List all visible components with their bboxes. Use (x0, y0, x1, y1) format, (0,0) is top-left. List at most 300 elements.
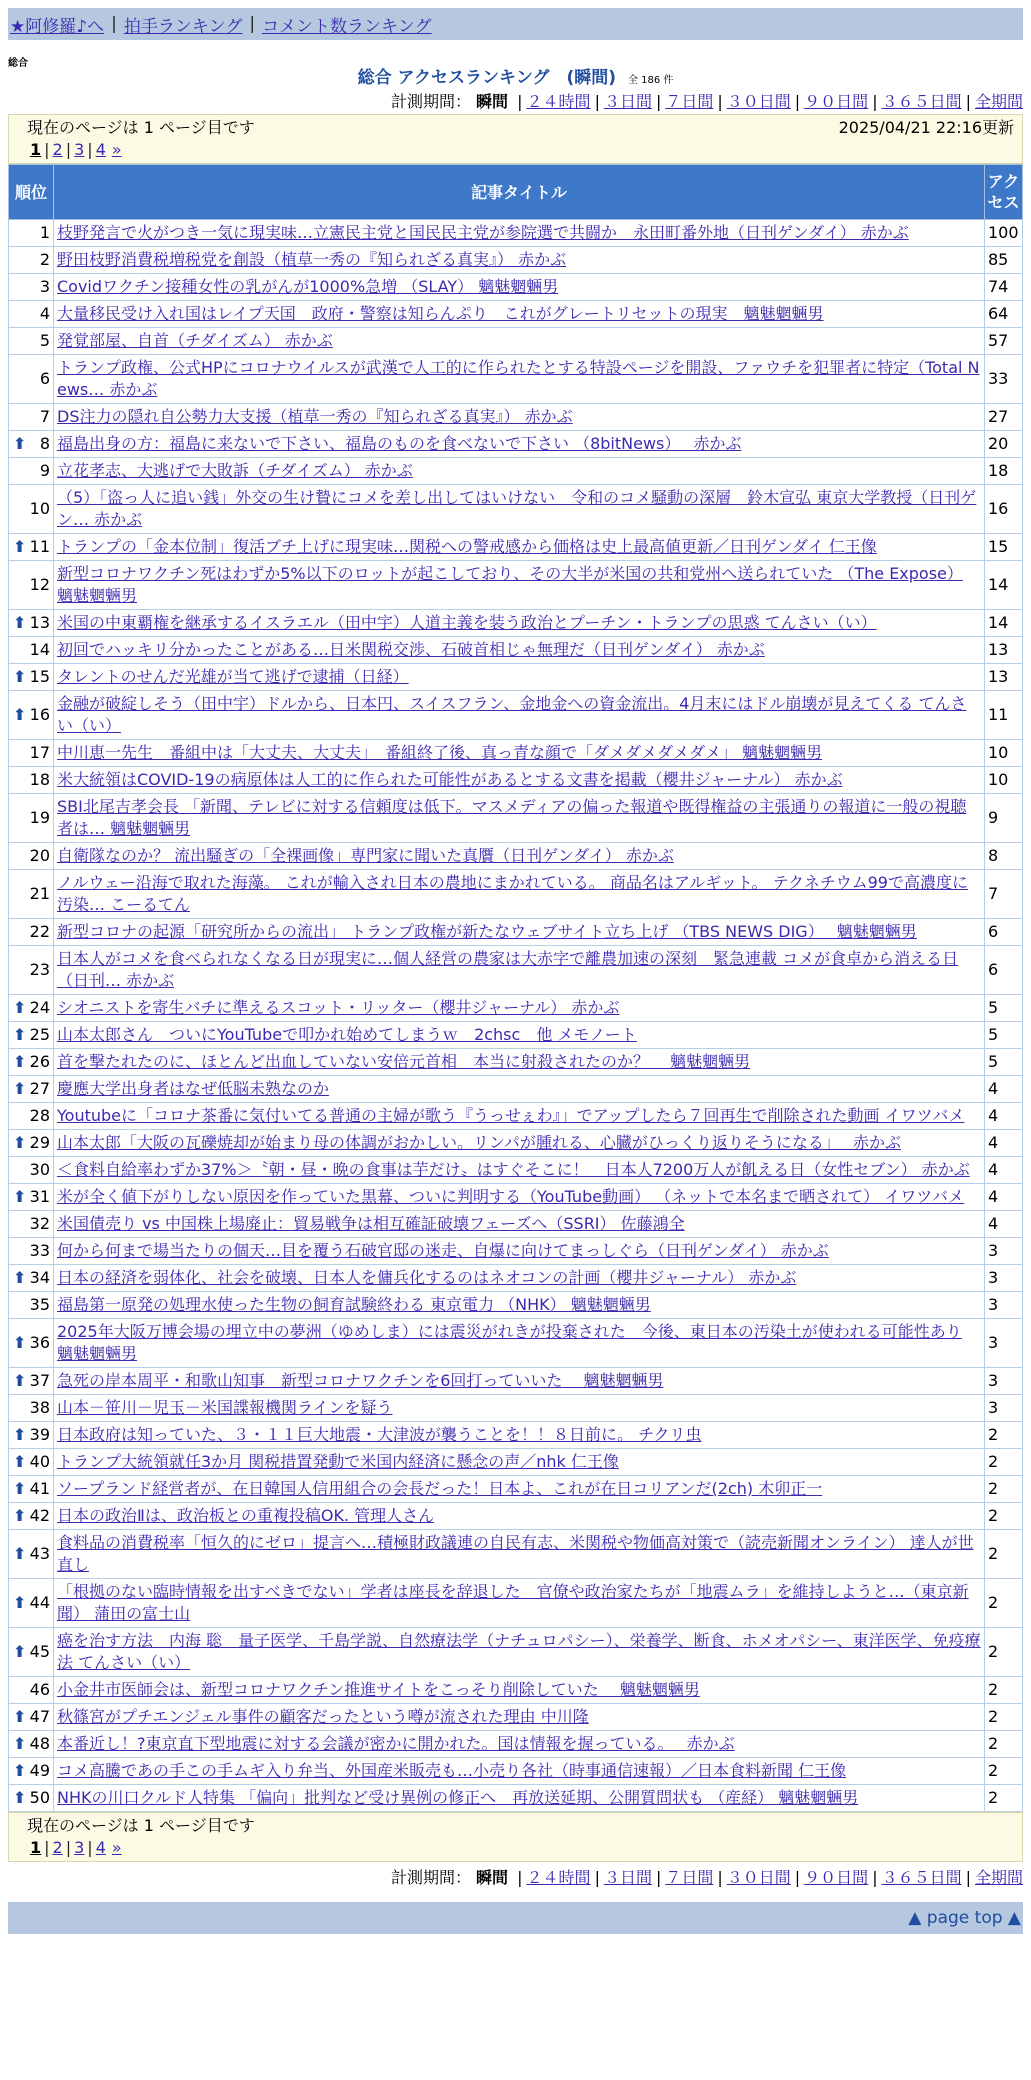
rank-number: 5 (39, 331, 50, 350)
article-link[interactable]: ＜食料自給率わずか37%＞〝朝・昼・晩の食事は芋だけ〟はすぐそこに！ 日本人7200万人が飢える日（女性セブン） 赤かぶ (57, 1160, 970, 1179)
access-count: 7 (985, 870, 1023, 919)
article-link[interactable]: 2025年大阪万博会場の埋立中の夢洲（ゆめしま）には震災がれきが投棄された 今後、東日本の汚染土が使われる可能性あり 魑魅魍魎男 (57, 1322, 962, 1363)
article-link[interactable]: 野田枝野消費税増税党を創設（植草一秀の『知られざる真実』） 赤かぶ (57, 250, 567, 269)
rank-cell (9, 1731, 54, 1758)
access-count: 5 (985, 1049, 1023, 1076)
table-row (9, 1395, 1023, 1422)
rank-up-arrow-icon: ⬆ (13, 705, 27, 724)
rank-cell (9, 355, 54, 404)
table-row (9, 1530, 1023, 1579)
rank-up-arrow-icon: ⬆ (13, 1371, 27, 1390)
rank-number: 25 (29, 1025, 50, 1044)
ranking-body (9, 220, 1023, 1812)
page-link[interactable]: 2 (52, 140, 63, 159)
rank-number: 48 (29, 1734, 50, 1753)
article-link[interactable]: 自衛隊なのか？ 流出騒ぎの「全裸画像」専門家に聞いた真贋（日刊ゲンダイ） 赤かぶ (57, 846, 674, 865)
article-link[interactable]: 枝野発言で火がつき一気に現実味…立憲民主党と国民民主党が参院選で共闘か 永田町番外地（日刊ゲンダイ） 赤かぶ (57, 223, 909, 242)
article-link[interactable]: トランプ大統領就任3か月 関税措置発動で米国内経済に懸念の声／nhk 仁王像 (57, 1452, 619, 1471)
rank-up-arrow-icon: ⬆ (13, 434, 27, 453)
article-link[interactable]: 中川恵一先生 番組中は「大丈夫、大丈夫」 番組終了後、真っ青な顔で「ダメダメダメダメ」 魑魅魍魎男 (57, 743, 823, 762)
page-link[interactable]: 4 (95, 1838, 106, 1857)
rank-cell (9, 1368, 54, 1395)
access-count: 57 (985, 328, 1023, 355)
title-cell (54, 247, 985, 274)
article-link[interactable]: DS注力の隠れ自公勢力大支援（植草一秀の『知られざる真実』） 赤かぶ (57, 407, 573, 426)
table-row (9, 1238, 1023, 1265)
title-cell (54, 1265, 985, 1292)
article-link[interactable]: 福島第一原発の処理水使った生物の飼育試験終わる 東京電力 （NHK） 魑魅魍魎男 (57, 1295, 651, 1314)
article-link[interactable]: 食料品の消費税率「恒久的にゼロ」提言へ…積極財政議連の自民有志、米関税や物価高対策で（読売新聞オンライン） 達人が世直し (57, 1533, 974, 1574)
title-cell (54, 1628, 985, 1677)
rank-cell (9, 794, 54, 843)
access-count: 2 (985, 1731, 1023, 1758)
access-count: 3 (985, 1395, 1023, 1422)
article-link[interactable]: 日本人がコメを食べられなくなる日が現実に…個人経営の農家は大赤字で離農加速の深刻 緊急連載 コメが食卓から消える日（日刊… 赤かぶ (57, 949, 959, 990)
table-row (9, 1184, 1023, 1211)
rank-number: 39 (29, 1425, 50, 1444)
period-option-link[interactable]: ３０日間 (726, 1868, 791, 1887)
article-link[interactable]: （5）「盗っ人に追い銭」外交の生け贄にコメを差し出してはいけない 令和のコメ騒動の深層 鈴木宣弘 東京大学教授（日刊ゲン… 赤かぶ (57, 488, 977, 529)
table-row (9, 1265, 1023, 1292)
period-separator: | (655, 1868, 662, 1887)
rank-number: 29 (29, 1133, 50, 1152)
article-link[interactable]: ソープランド経営者が、在日韓国人信用組合の会長だった！日本よ、これが在日コリアンだ(2ch) 木卯正一 (57, 1479, 823, 1498)
next-page-link[interactable]: » (111, 140, 122, 159)
rank-number: 11 (29, 537, 50, 556)
article-link[interactable]: 山本太郎さん ついにYouTubeで叩かれ始めてしまうｗ 2chsc 他 メモノート (57, 1025, 637, 1044)
title-cell (54, 946, 985, 995)
rank-number: 3 (39, 277, 50, 296)
title-cell (54, 1076, 985, 1103)
access-count: 3 (985, 1368, 1023, 1395)
rank-number: 15 (29, 667, 50, 686)
title-cell (54, 274, 985, 301)
title-cell (54, 1292, 985, 1319)
period-option-link[interactable]: ３６５日間 (881, 1868, 962, 1887)
rank-number: 19 (29, 808, 50, 827)
rank-up-arrow-icon: ⬆ (13, 1425, 27, 1444)
table-row (9, 274, 1023, 301)
rank-cell (9, 1184, 54, 1211)
article-link[interactable]: 「根拠のない臨時情報を出すべきでない」学者は座長を辞退した 官僚や政治家たちが「地震ムラ」を維持しようと…（東京新聞） 蒲田の富士山 (57, 1582, 969, 1623)
table-header-row (9, 165, 1023, 220)
period-option-link[interactable]: 全期間 (974, 92, 1023, 111)
article-link[interactable]: 癌を治す方法 内海 聡 量子医学、千島学説、自然療法学（ナチュロパシー）、栄養学、断食、ホメオパシー、東洋医学、免疫療法 てんさい（い） (57, 1631, 981, 1672)
rank-up-arrow-icon: ⬆ (13, 1479, 27, 1498)
article-link[interactable]: 日本の政治Ⅱは、政治板との重複投稿OK. 管理人さん (57, 1506, 435, 1525)
rank-cell (9, 1049, 54, 1076)
article-link[interactable]: 金融が破綻しそう（田中宇）ドルから、日本円、スイスフラン、金地金への資金流出。4月末にはドル崩壊が見えてくる てんさい（い） (57, 694, 967, 735)
access-count: 85 (985, 247, 1023, 274)
home-link[interactable]: ★阿修羅♪へ (10, 16, 105, 37)
period-option-link[interactable]: ９０日間 (804, 1868, 869, 1887)
title-cell (54, 843, 985, 870)
access-count: 3 (985, 1238, 1023, 1265)
table-row (9, 534, 1023, 561)
page-separator: | (65, 1838, 72, 1857)
rank-up-arrow-icon: ⬆ (13, 1079, 27, 1098)
period-separator: | (717, 92, 723, 111)
page-links (27, 139, 1014, 161)
rank-cell (9, 274, 54, 301)
page-separator: | (87, 140, 93, 159)
rank-up-arrow-icon: ⬆ (13, 1734, 27, 1753)
period-separator: | (594, 92, 600, 111)
rank-cell (9, 404, 54, 431)
rank-cell (9, 1579, 54, 1628)
rank-up-arrow-icon: ⬆ (13, 1452, 27, 1471)
period-separator: | (517, 92, 523, 111)
period-option-link[interactable]: 全期間 (974, 1868, 1023, 1887)
title-cell (54, 328, 985, 355)
current-page-number: 1 (30, 1838, 42, 1857)
table-row (9, 740, 1023, 767)
title-cell (54, 794, 985, 843)
rank-cell (9, 247, 54, 274)
rank-number: 41 (29, 1479, 50, 1498)
rank-number: 33 (29, 1241, 50, 1260)
rank-number: 20 (29, 846, 50, 865)
article-link[interactable]: 米国債売り vs 中国株上場廃止：貿易戦争は相互確証破壊フェーズへ（SSRI） 佐藤鴻全 (57, 1214, 685, 1233)
rank-number: 7 (39, 407, 50, 426)
rank-number: 50 (29, 1788, 50, 1807)
title-cell (54, 1422, 985, 1449)
period-separator: | (794, 1868, 801, 1887)
period-label: 計測期間： (390, 92, 471, 111)
article-link[interactable]: 福島出身の方：福島に来ないで下さい、福島のものを食べないで下さい （8bitNews） 赤かぶ (57, 434, 742, 453)
table-row (9, 1211, 1023, 1238)
rank-up-arrow-icon: ⬆ (13, 1506, 27, 1525)
ranking-table (8, 164, 1023, 1812)
title-cell (54, 1022, 985, 1049)
table-row (9, 1022, 1023, 1049)
table-row (9, 1319, 1023, 1368)
title-cell (54, 1368, 985, 1395)
article-link[interactable]: 山本－笹川－児玉－米国諜報機関ラインを疑う (57, 1398, 393, 1417)
article-link[interactable]: シオニストを寄生バチに準えるスコット・リッター（櫻井ジャーナル） 赤かぶ (57, 998, 620, 1017)
title-cell (54, 1130, 985, 1157)
period-option-link[interactable]: ７日間 (665, 1868, 714, 1887)
rank-number: 35 (29, 1295, 50, 1314)
rank-cell (9, 1103, 54, 1130)
article-link[interactable]: 発覚部屋、自首（チダイズム） 赤かぶ (57, 331, 333, 350)
period-option-link[interactable]: ３日間 (603, 92, 652, 111)
rank-cell (9, 946, 54, 995)
rank-number: 1 (39, 223, 50, 242)
rank-number: 49 (29, 1761, 50, 1780)
title-cell (54, 1211, 985, 1238)
period-separator: | (965, 1868, 971, 1887)
rank-up-arrow-icon: ⬆ (13, 613, 27, 632)
table-row (9, 220, 1023, 247)
access-count: 64 (985, 301, 1023, 328)
applause-ranking-link[interactable]: 拍手ランキング (123, 16, 243, 37)
period-option-link[interactable]: ３６５日間 (881, 92, 962, 111)
table-row (9, 870, 1023, 919)
rank-cell (9, 1238, 54, 1265)
article-link[interactable]: 小金井市医師会は、新型コロナワクチン推進サイトをこっそり削除していた 魑魅魍魎男 (57, 1680, 700, 1699)
access-count: 33 (985, 355, 1023, 404)
access-count: 5 (985, 1022, 1023, 1049)
rank-cell (9, 664, 54, 691)
article-link[interactable]: 日本の経済を弱体化、社会を破壊、日本人を傭兵化するのはネオコンの計画（櫻井ジャーナル） 赤かぶ (57, 1268, 797, 1287)
period-separator: | (794, 92, 801, 111)
rank-cell (9, 1785, 54, 1812)
rank-cell (9, 691, 54, 740)
title-cell (54, 637, 985, 664)
page-top-link[interactable]: ▲ page top ▲ (908, 1908, 1021, 1928)
next-page-link[interactable]: » (111, 1838, 122, 1857)
rank-number: 42 (29, 1506, 50, 1525)
article-link[interactable]: Covidワクチン接種女性の乳がんが1000%急増 （SLAY） 魑魅魍魎男 (57, 277, 559, 296)
title-cell (54, 691, 985, 740)
table-row (9, 1785, 1023, 1812)
top-nav-bar (8, 8, 1023, 40)
period-separator: | (872, 92, 878, 111)
table-row (9, 1476, 1023, 1503)
table-row (9, 1049, 1023, 1076)
current-page-text: 現在のページは 1 ページ目です (27, 1816, 255, 1835)
access-count: 5 (985, 995, 1023, 1022)
period-option-link[interactable]: ３０日間 (726, 92, 791, 111)
rank-up-arrow-icon: ⬆ (13, 537, 27, 556)
article-link[interactable]: Youtubeに「コロナ茶番に気付いてる普通の主婦が歌う『うっせぇわ』」でアップしたら７回再生で削除された動画 イワツバメ (57, 1106, 965, 1125)
rank-cell (9, 328, 54, 355)
rank-cell (9, 220, 54, 247)
title-cell (54, 301, 985, 328)
table-row (9, 1130, 1023, 1157)
title-cell (54, 1184, 985, 1211)
access-count: 2 (985, 1704, 1023, 1731)
title-cell (54, 1103, 985, 1130)
access-count: 2 (985, 1758, 1023, 1785)
access-count: 3 (985, 1265, 1023, 1292)
rank-cell (9, 1022, 54, 1049)
article-link[interactable]: ノルウェー沿海で取れた海藻。 これが輸入され日本の農地にまかれている。 商品名はアルギット。 テクネチウム99で高濃度に汚染… こーるてん (57, 873, 968, 914)
title-cell (54, 1704, 985, 1731)
table-row (9, 1157, 1023, 1184)
access-count: 13 (985, 664, 1023, 691)
rank-number: 36 (29, 1333, 50, 1352)
table-row (9, 946, 1023, 995)
article-link[interactable]: 首を撃たれたのに、ほとんど出血していない安倍元首相 本当に射殺されたのか？ 魑魅魍魎男 (57, 1052, 751, 1071)
table-row (9, 1731, 1023, 1758)
rank-cell (9, 561, 54, 610)
table-row (9, 1503, 1023, 1530)
rank-cell (9, 1157, 54, 1184)
access-count: 2 (985, 1530, 1023, 1579)
article-link[interactable]: トランプ政権、公式HPにコロナウイルスが武漢で人工的に作られたとする特設ページを開設、ファウチを犯罪者に特定（Total News… 赤かぶ (57, 358, 980, 399)
rank-number: 44 (29, 1593, 50, 1612)
period-option-link[interactable]: ３日間 (603, 1868, 652, 1887)
rank-up-arrow-icon: ⬆ (13, 1707, 27, 1726)
rank-number: 45 (29, 1642, 50, 1661)
article-link[interactable]: 日本政府は知っていた、３・１１巨大地震・大津波が襲うことを！！８日前に。 チクリ虫 (57, 1425, 702, 1444)
title-cell (54, 1579, 985, 1628)
page-separator: | (65, 140, 72, 159)
comment-ranking-link[interactable]: コメント数ランキング (262, 16, 432, 37)
table-row (9, 404, 1023, 431)
nav-separator: | (111, 14, 117, 34)
rank-cell (9, 637, 54, 664)
access-header: アクセス (985, 165, 1023, 220)
period-option-link[interactable]: ２４時間 (526, 92, 591, 111)
article-link[interactable]: 米が全く値下がりしない原因を作っていた黒幕、ついに判明する（YouTube動画） （ネットで本名まで晒されて） イワツバメ (57, 1187, 964, 1206)
title-cell (54, 431, 985, 458)
access-count: 2 (985, 1677, 1023, 1704)
article-link[interactable]: トランプの「金本位制」復活ブチ上げに現実味…関税への警戒感から価格は史上最高値更新／日刊ゲンダイ 仁王像 (57, 537, 877, 556)
title-cell (54, 1157, 985, 1184)
title-cell (54, 1677, 985, 1704)
table-row (9, 1103, 1023, 1130)
rank-cell (9, 995, 54, 1022)
table-row (9, 1076, 1023, 1103)
rank-cell (9, 431, 54, 458)
article-link[interactable]: 米国の中東覇権を継承するイスラエル（田中宇）人道主義を装う政治とプーチン・トランプの思惑 てんさい（い） (57, 613, 877, 632)
updated-timestamp: 2025/04/21 22:16更新 (838, 118, 1014, 137)
rank-number: 18 (29, 770, 50, 789)
access-count: 2 (985, 1628, 1023, 1677)
table-row (9, 637, 1023, 664)
access-count: 20 (985, 431, 1023, 458)
rank-cell (9, 1211, 54, 1238)
article-link[interactable]: タレントのせんだ光雄が当て逃げで逮捕（日経） (57, 667, 409, 686)
rank-number: 12 (29, 575, 50, 594)
period-options (513, 1868, 1023, 1887)
page-link[interactable]: 2 (52, 1838, 63, 1857)
period-option-link[interactable]: ７日間 (665, 92, 714, 111)
rank-number: 4 (39, 304, 50, 323)
period-label: 計測期間： (390, 1868, 471, 1887)
page-link[interactable]: 3 (74, 1838, 85, 1857)
period-separator: | (965, 92, 971, 111)
title-cell (54, 664, 985, 691)
table-row (9, 610, 1023, 637)
current-page-number: 1 (30, 140, 42, 159)
table-row (9, 1704, 1023, 1731)
access-count: 6 (985, 919, 1023, 946)
title-cell (54, 610, 985, 637)
access-count: 27 (985, 404, 1023, 431)
access-count: 2 (985, 1503, 1023, 1530)
access-count: 3 (985, 1292, 1023, 1319)
access-count: 14 (985, 561, 1023, 610)
article-link[interactable]: 米大統領はCOVID-19の病原体は人工的に作られた可能性があるとする文書を掲載（櫻井ジャーナル） 赤かぶ (57, 770, 843, 789)
title-cell (54, 561, 985, 610)
table-row (9, 919, 1023, 946)
access-count: 14 (985, 610, 1023, 637)
article-link[interactable]: SBI北尾吉孝会長 「新聞、テレビに対する信頼度は低下。マスメディアの偏った報道や既得権益の主張通りの報道に一般の視聴者は… 魑魅魍魎男 (57, 797, 967, 838)
table-row (9, 767, 1023, 794)
access-count: 16 (985, 485, 1023, 534)
title-cell (54, 485, 985, 534)
table-row (9, 301, 1023, 328)
rank-cell (9, 740, 54, 767)
rank-number: 14 (29, 640, 50, 659)
page-separator: | (87, 1838, 93, 1857)
rank-cell (9, 1704, 54, 1731)
title-cell (54, 355, 985, 404)
article-link[interactable]: 秋篠宮がプチエンジェル事件の顧客だったという噂が流された理由 中川隆 (57, 1707, 589, 1726)
article-link[interactable]: 初回でハッキリ分かったことがある…日米関税交渉、石破首相じゃ無理だ（日刊ゲンダイ） 赤かぶ (57, 640, 765, 659)
rank-number: 16 (29, 705, 50, 724)
page-link[interactable]: 4 (95, 140, 106, 159)
access-count: 11 (985, 691, 1023, 740)
category-label: 総合 (8, 58, 28, 69)
rank-number: 31 (29, 1187, 50, 1206)
title-cell (54, 1530, 985, 1579)
article-link[interactable]: 急死の岸本周平・和歌山知事 新型コロナワクチンを6回打っていいた 魑魅魍魎男 (57, 1371, 664, 1390)
table-row (9, 1628, 1023, 1677)
rank-number: 8 (39, 434, 50, 453)
period-option-link[interactable]: ９０日間 (804, 92, 869, 111)
title-cell (54, 404, 985, 431)
article-link[interactable]: 本番近し！?東京直下型地震に対する会議が密かに開かれた。国は情報を握っている。 赤かぶ (57, 1734, 735, 1753)
access-count: 2 (985, 1476, 1023, 1503)
table-row (9, 1292, 1023, 1319)
table-row (9, 431, 1023, 458)
period-options (513, 92, 1023, 111)
article-link[interactable]: 何から何まで場当たりの個天…目を覆う石破官邸の迷走、自爆に向けてまっしぐら（日刊ゲンダイ） 赤かぶ (57, 1241, 829, 1260)
access-count: 9 (985, 794, 1023, 843)
page-link[interactable]: 3 (74, 140, 85, 159)
access-count: 4 (985, 1184, 1023, 1211)
rank-number: 10 (29, 499, 50, 518)
access-count: 2 (985, 1785, 1023, 1812)
rank-number: 38 (29, 1398, 50, 1417)
rank-cell (9, 1076, 54, 1103)
article-link[interactable]: 立花孝志、大逃げで大敗訴（チダイズム） 赤かぶ (57, 461, 413, 480)
article-link[interactable]: 慶應大学出身者はなぜ低脳未熟なのか (57, 1079, 330, 1098)
table-row (9, 1449, 1023, 1476)
rank-number: 28 (29, 1106, 50, 1125)
table-row (9, 1368, 1023, 1395)
article-link[interactable]: NHKの川口クルド人特集 「偏向」批判など受け異例の修正へ 再放送延期、公開質問状も （産経） 魑魅魍魎男 (57, 1788, 859, 1807)
rank-cell (9, 1449, 54, 1476)
total-count: 全 186 件 (627, 75, 674, 86)
period-separator: | (594, 1868, 600, 1887)
period-option-link[interactable]: ２４時間 (526, 1868, 591, 1887)
article-link[interactable]: 新型コロナの起源「研究所からの流出」 トランプ政権が新たなウェブサイト立ち上げ （TBS NEWS DIG） 魑魅魍魎男 (57, 922, 917, 941)
rank-number: 40 (29, 1452, 50, 1471)
rank-cell (9, 1530, 54, 1579)
rank-number: 27 (29, 1079, 50, 1098)
title-cell (54, 1449, 985, 1476)
access-count: 4 (985, 1157, 1023, 1184)
article-link[interactable]: 大量移民受け入れ国はレイプ天国 政府・警察は知らんぷり これがグレートリセットの現実 魑魅魍魎男 (57, 304, 824, 323)
access-count: 8 (985, 843, 1023, 870)
rank-cell (9, 458, 54, 485)
rank-cell (9, 1395, 54, 1422)
rank-number: 6 (39, 369, 50, 388)
rank-cell (9, 1476, 54, 1503)
table-row (9, 1677, 1023, 1704)
rank-cell (9, 301, 54, 328)
rank-cell (9, 1677, 54, 1704)
period-current: 瞬間 (476, 1868, 509, 1887)
title-cell (54, 1731, 985, 1758)
access-count: 10 (985, 740, 1023, 767)
article-link[interactable]: 山本太郎「大阪の瓦礫焼却が始まり母の体調がおかしい。リンパが腫れる、心臓がひっくり返りそうになる」 赤かぶ (57, 1133, 901, 1152)
article-link[interactable]: 新型コロナワクチン死はわずか5%以下のロットが起こしており、その大半が米国の共和党州へ送られていた （The Expose） 魑魅魍魎男 (57, 564, 963, 605)
access-count: 6 (985, 946, 1023, 995)
article-link[interactable]: コメ高騰であの手この手ムギ入り弁当、外国産米販売も…小売り各社（時事通信速報）／日本食料新聞 仁王像 (57, 1761, 847, 1780)
rank-up-arrow-icon: ⬆ (13, 1642, 27, 1661)
access-count: 2 (985, 1579, 1023, 1628)
rank-up-arrow-icon: ⬆ (13, 1133, 27, 1152)
access-count: 4 (985, 1076, 1023, 1103)
table-row (9, 691, 1023, 740)
